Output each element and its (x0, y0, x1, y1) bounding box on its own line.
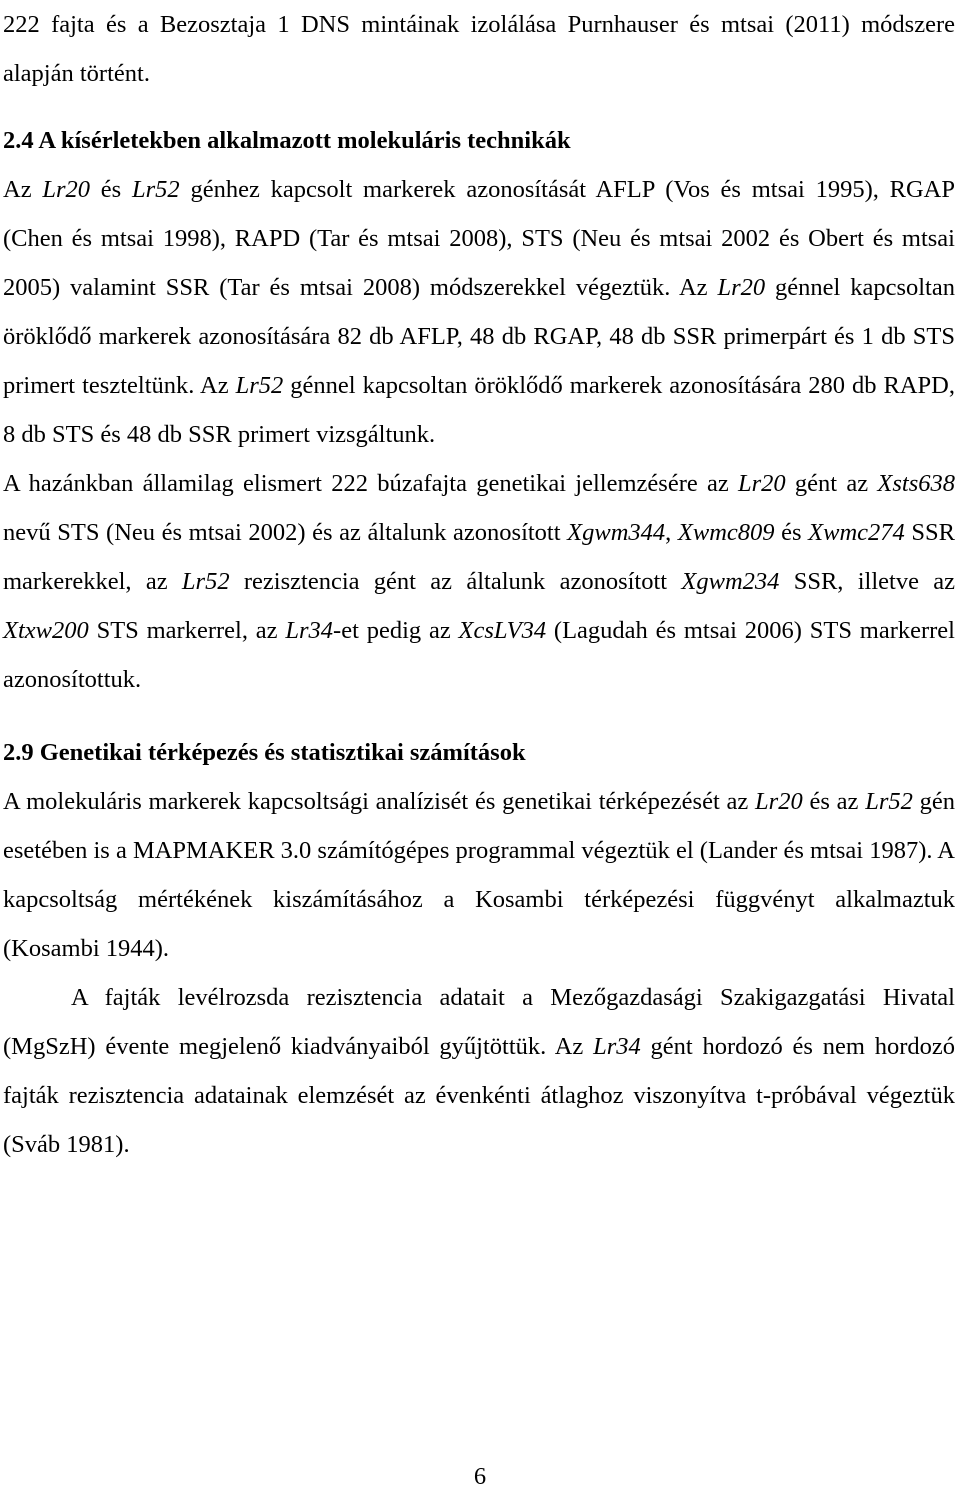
gene-name: Lr20 (738, 470, 786, 497)
text-run: SSR, illetve az (779, 568, 955, 595)
text-run: génnel kapcsoltan öröklődő markerek azonosítására 280 db RAPD, 8 db STS és 48 db SSR primert vizsgáltunk. (3, 372, 955, 448)
section-2-9-paragraph-2 (3, 973, 955, 1169)
text-run: A fajták levélrozsda rezisztencia adatait a Mezőgazdasági Szakigazgatási Hivatal (MgSzH) évente megjelenő kiadványaiból gyűjtöttük. Az (3, 984, 955, 1060)
marker-name: Xsts638 (877, 470, 955, 497)
marker-name: Xtxw200 (3, 617, 89, 644)
marker-name: Xwmc809 (677, 519, 775, 546)
text-run: -et pedig az (333, 617, 459, 644)
document-page (3, 0, 955, 1169)
gene-name: Lr20 (717, 274, 766, 301)
page-number: 6 (473, 1463, 487, 1490)
spacer (3, 98, 955, 116)
text-run: génhez kapcsolt markerek azonosítását AFLP (Vos és mtsai 1995), RGAP (Chen és mtsai 1998), RAPD (Tar és mtsai 2008), STS (Neu és mtsai 2002 és Obert és mtsai 2005) valamint SSR (Tar és mtsai 2008) módszerekkel végeztük. Az (3, 176, 955, 301)
marker-name: XcsLV34 (458, 617, 547, 644)
section-2-9-heading: 2.9 Genetikai térképezés és statisztikai számítások (3, 739, 526, 766)
spacer (3, 704, 955, 728)
gene-name: Lr52 (235, 372, 284, 399)
text-run: és az (802, 788, 866, 815)
marker-name: Xgwm344 (567, 519, 666, 546)
section-2-9-paragraph-1 (3, 777, 955, 973)
gene-name: Lr34 (285, 617, 334, 644)
text-run: génnel kapcsoltan öröklődő markerek azonosítására 82 db AFLP, 48 db RGAP, 48 db SSR primerpárt és 1 db STS primert teszteltünk. Az (3, 274, 955, 399)
text-run: (Lagudah és mtsai 2006) STS markerrel azonosítottuk. (3, 617, 955, 693)
intro-paragraph: 222 fajta és a Bezosztaja 1 DNS mintáinak izolálása Purnhauser és mtsai (2011) módszere alapján történt. (3, 11, 955, 87)
section-2-4-paragraph-2 (3, 459, 955, 704)
gene-name: Lr52 (181, 568, 230, 595)
text-run: és (90, 176, 133, 203)
text-run: A molekuláris markerek kapcsoltsági analízisét és genetikai térképezését az (3, 788, 756, 815)
text-run: nevű STS (Neu és mtsai 2002) és az általunk azonosított (3, 519, 568, 546)
section-2-4-heading: 2.4 A kísérletekben alkalmazott molekuláris technikák (3, 127, 571, 154)
text-run: gént hordozó és nem hordozó fajták rezisztencia adatainak elemzését az évenkénti átlaghoz viszonyítva t-próbával végeztük (Sváb 1981). (3, 1033, 955, 1158)
gene-name: Lr52 (132, 176, 180, 203)
gene-name: Lr34 (593, 1033, 641, 1060)
text-run: A hazánkban államilag elismert 222 búzafajta genetikai jellemzésére az (3, 470, 738, 497)
text-run: Az (3, 176, 43, 203)
text-run: gént az (785, 470, 878, 497)
gene-name: Lr20 (42, 176, 91, 203)
text-run: SSR markerekkel, az (3, 519, 956, 595)
text-run: STS markerrel, az (88, 617, 286, 644)
gene-name: Lr52 (865, 788, 913, 815)
marker-name: Xwmc274 (808, 519, 905, 546)
gene-name: Lr20 (755, 788, 803, 815)
text-run: rezisztencia gént az általunk azonosított (229, 568, 682, 595)
text-run: gén esetében is a MAPMAKER 3.0 számítógépes programmal végeztük el (Lander és mtsai 1987). A kapcsoltság mértékének kiszámításához a Kosambi térképezési függvényt alkalmaztuk (Kosambi 1944). (3, 788, 956, 962)
text-run: és (774, 519, 809, 546)
text-run: , (665, 519, 678, 546)
section-2-4-paragraph-1 (3, 165, 955, 459)
marker-name: Xgwm234 (681, 568, 780, 595)
